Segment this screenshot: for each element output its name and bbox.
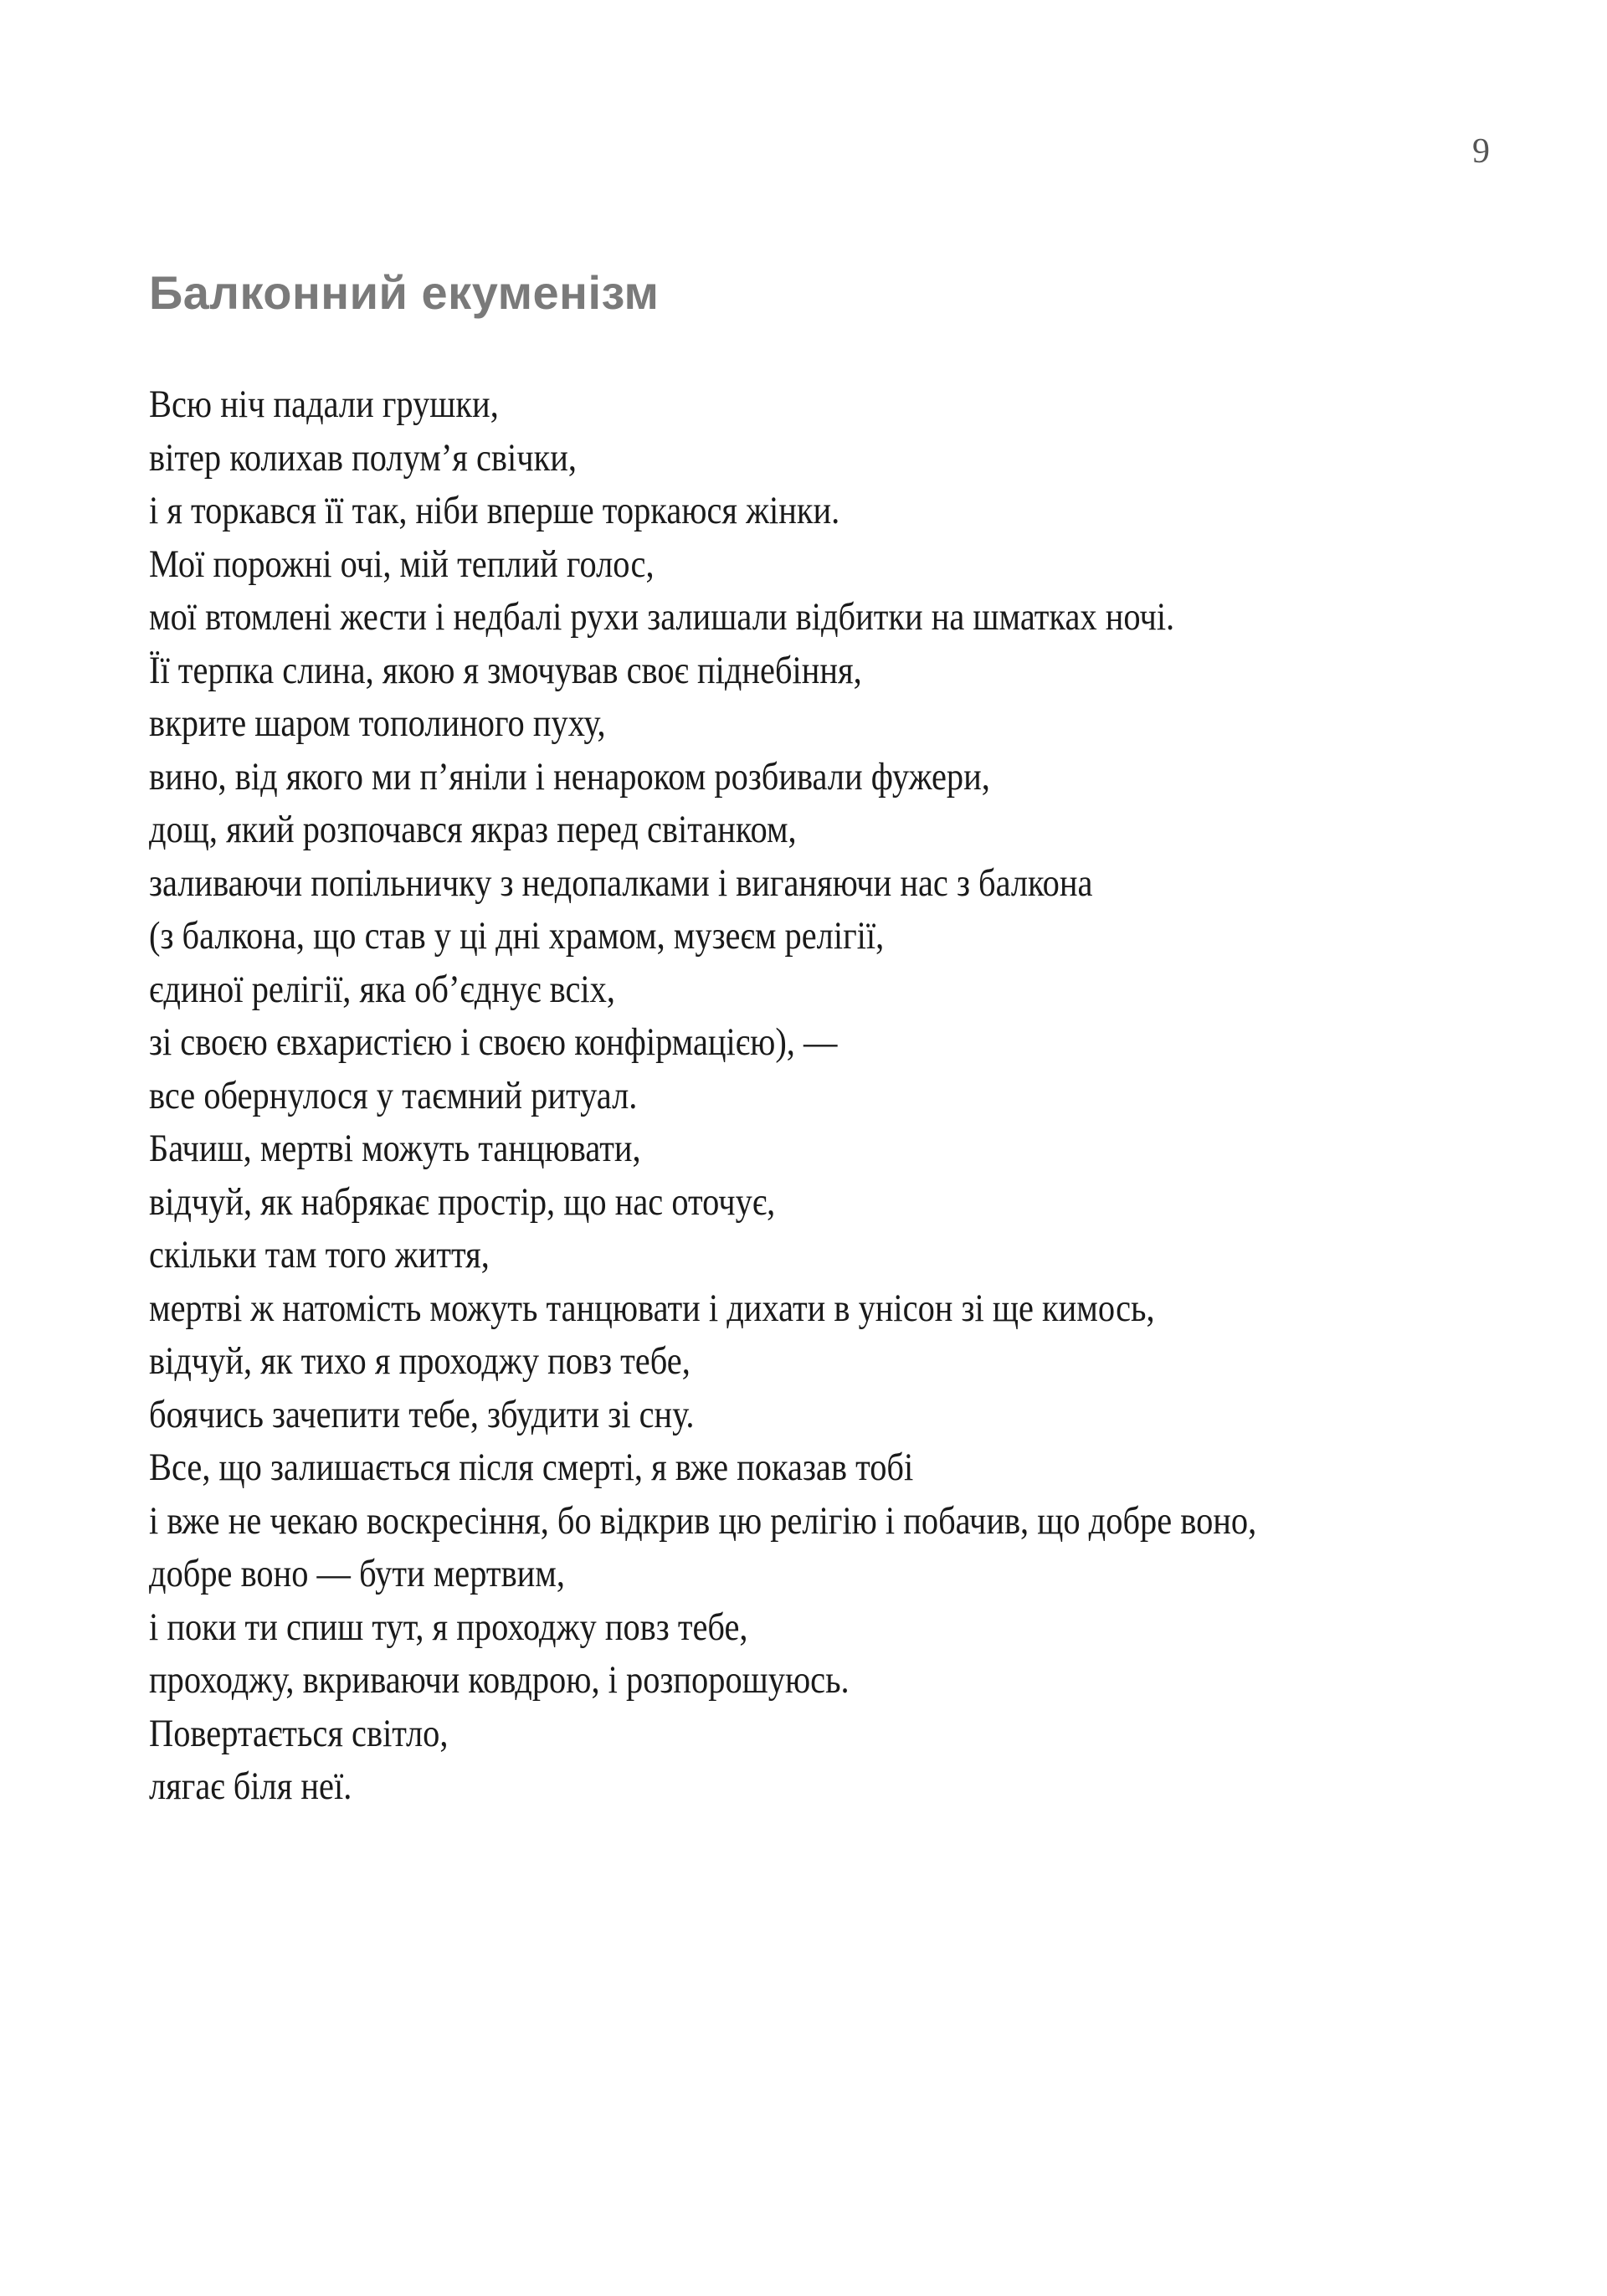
poem-line: Всю ніч падали грушки,	[149, 383, 499, 426]
poem-line: єдиної релігії, яка об’єднує всіх,	[149, 967, 615, 1011]
page-number: 9	[1472, 132, 1490, 171]
poem-line: все обернулося у таємний ритуал.	[149, 1073, 638, 1117]
poem-line: мертві ж натомість можуть танцювати і дихати в унісон зі ще кимось,	[149, 1286, 1155, 1330]
poem-line: (з балкона, що став у ці дні храмом, музеєм релігії,	[149, 914, 885, 958]
poem-line: заливаючи попільничку з недопалками і виганяючи нас з балкона	[149, 860, 1093, 905]
poem-line: відчуй, як набрякає простір, що нас оточує,	[149, 1179, 776, 1224]
poem-line: добре воно — бути мертвим,	[149, 1552, 565, 1595]
poem-line: і вже не чекаю воскресіння, бо відкрив цю релігію і побачив, що добре воно,	[149, 1498, 1257, 1543]
poem-line: скільки там того життя,	[149, 1233, 490, 1276]
poem-line: боячись зачепити тебе, збудити зі сну.	[149, 1392, 695, 1436]
poem-line: зі своєю євхаристією і своєю конфірмацією), —	[149, 1020, 838, 1064]
poem-line: і я торкався її так, ніби вперше торкаюся жінки.	[149, 489, 840, 532]
poem-line: Бачиш, мертві можуть танцювати,	[149, 1127, 641, 1170]
poem-body	[149, 378, 1505, 1814]
poem-line: проходжу, вкриваючи ковдрою, і розпорошуюсь.	[149, 1658, 850, 1702]
poem-line: відчуй, як тихо я проходжу повз тебе,	[149, 1339, 691, 1383]
poem-line: Мої порожні очі, мій теплий голос,	[149, 542, 655, 586]
poem-line: Її терпка слина, якою я змочував своє піднебіння,	[149, 648, 862, 692]
poem-line: дощ, який розпочався якраз перед світанком,	[149, 808, 797, 851]
poem-line: і поки ти спиш тут, я проходжу повз тебе,	[149, 1605, 748, 1649]
poem-line: вітер колихав полум’я свічки,	[149, 435, 577, 480]
poem-line: Все, що залишається після смерті, я вже показав тобі	[149, 1446, 914, 1489]
poem-line: лягає біля неї.	[149, 1764, 352, 1808]
poem-title: Балконний екуменізм	[149, 266, 660, 319]
poem-line: вино, від якого ми п’яніли і ненароком розбивали фужери,	[149, 754, 990, 799]
poem-line: вкрите шаром тополиного пуху,	[149, 701, 606, 745]
poem-line: мої втомлені жести і недбалі рухи залишали відбитки на шматках ночі.	[149, 595, 1175, 639]
poem-line: Повертається світло,	[149, 1711, 449, 1755]
